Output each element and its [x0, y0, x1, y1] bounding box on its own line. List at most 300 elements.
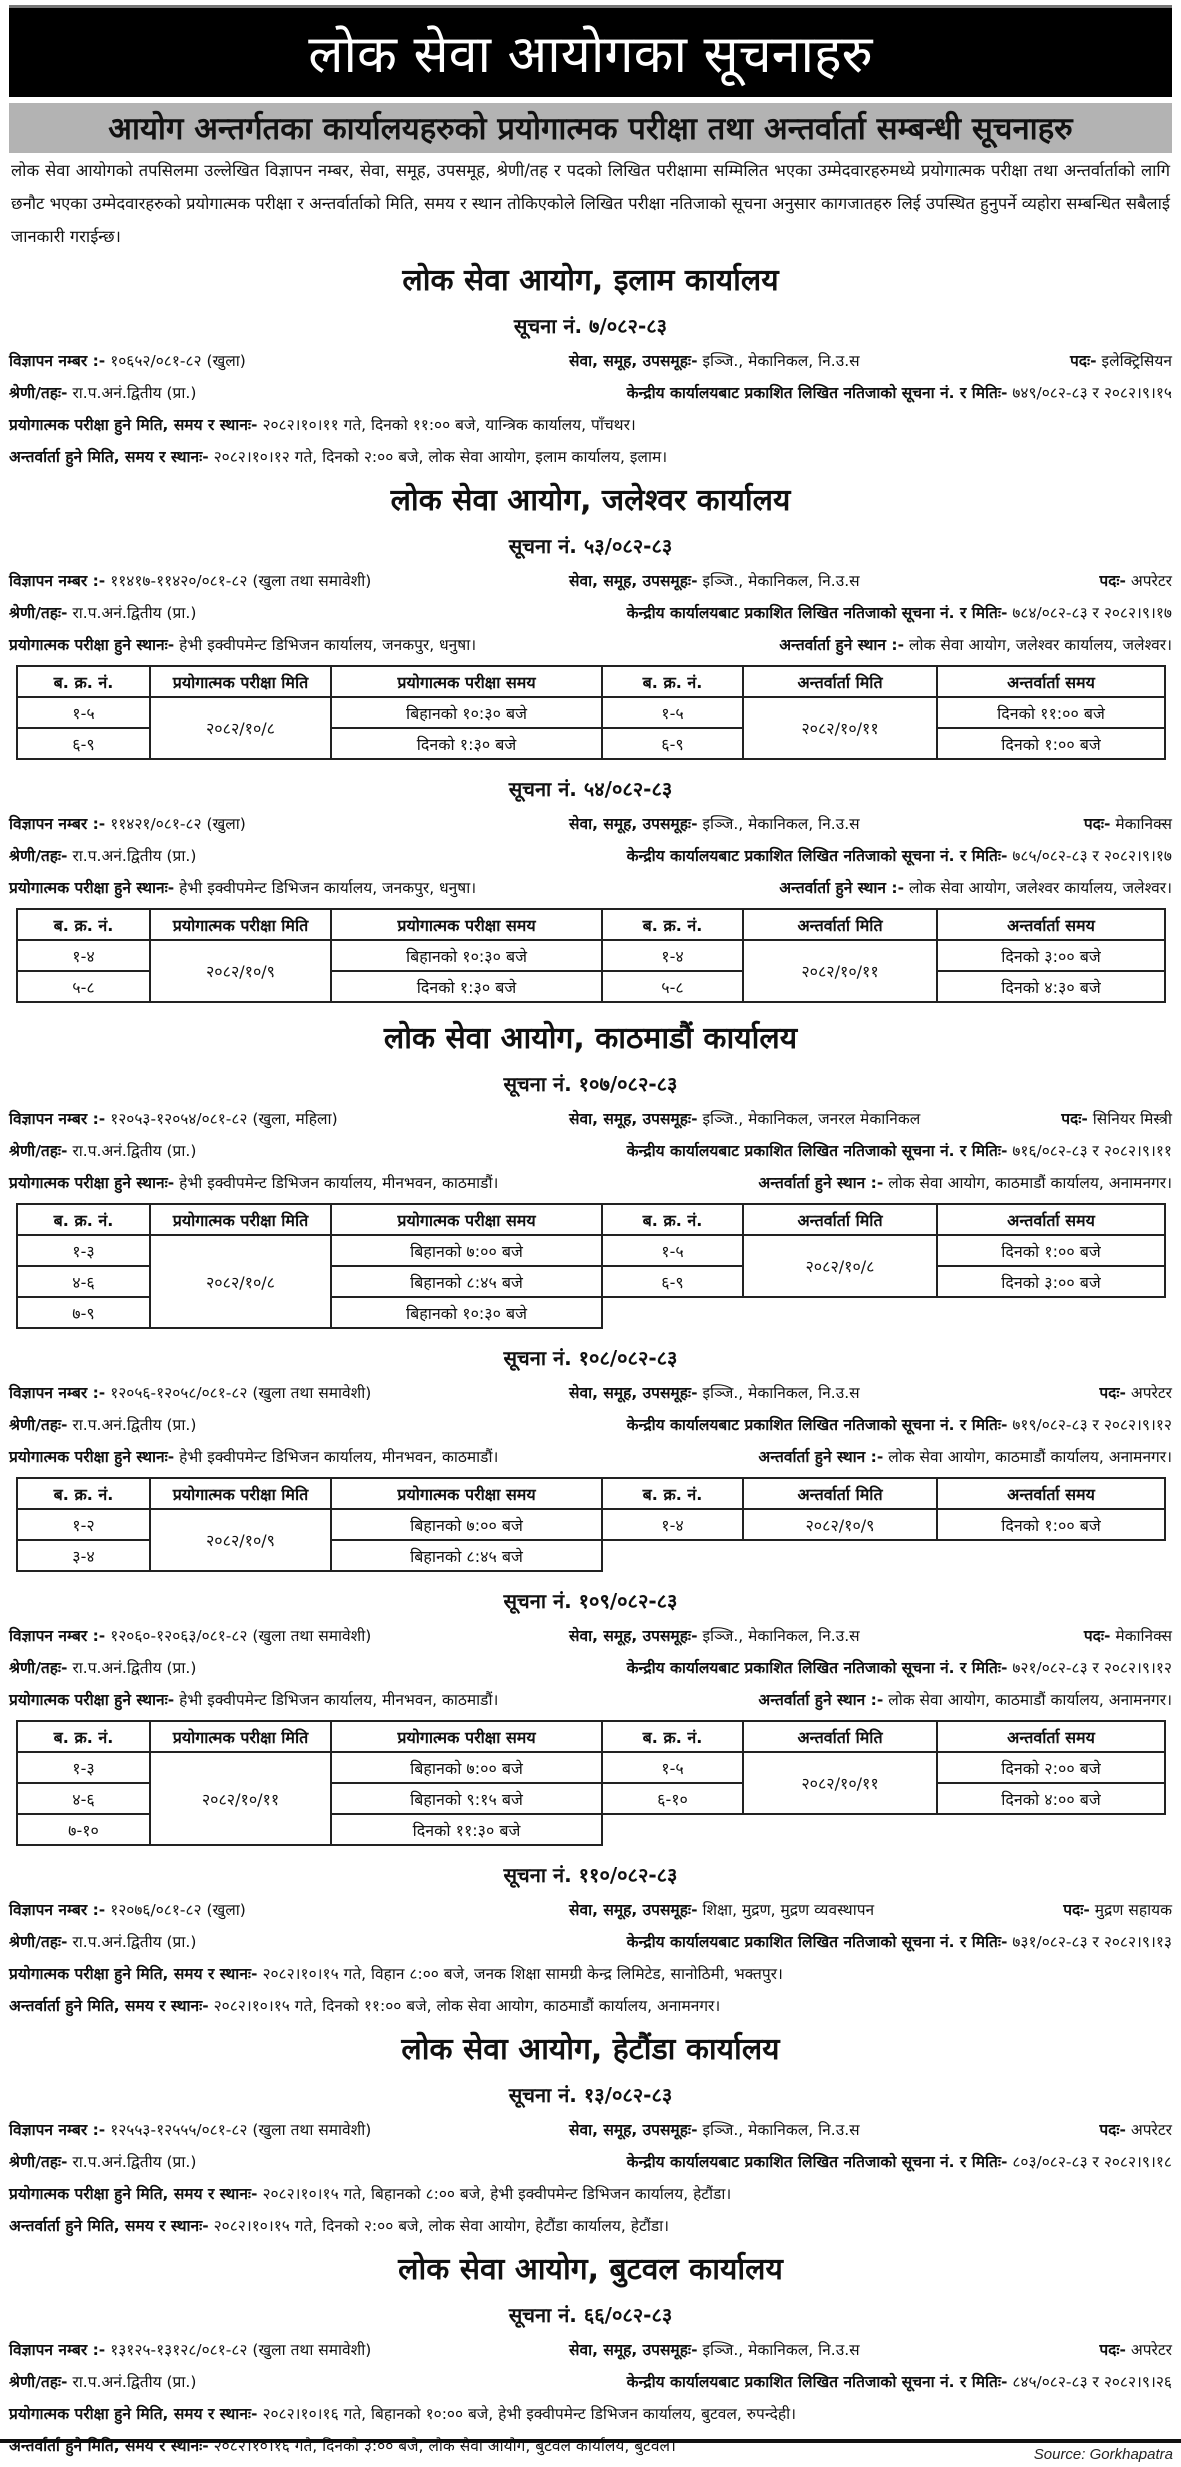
advertisement-line [9, 1103, 1172, 1135]
practical-exam [9, 2178, 731, 2210]
grade-level [9, 1135, 627, 1167]
empty-cell [937, 1540, 1165, 1571]
table-header-row [17, 1721, 1165, 1752]
notice-block [9, 768, 1172, 1003]
grade-level [9, 840, 627, 872]
source-credit: Source: Gorkhapatra [1033, 2446, 1173, 2463]
interview-venue-value: लोक सेवा आयोग, काठमाडौं कार्यालय, अनामनगर। [888, 1691, 1172, 1709]
post-label: पदः- [1099, 572, 1126, 590]
grade-line [9, 1135, 1172, 1167]
service-group-value: इञ्जि., मेकानिकल, नि.उ.स [702, 1384, 860, 1402]
advertisement-number-value: १३१२५-१३१२८/०८१-८२ (खुला तथा समावेशी) [110, 2341, 372, 2359]
venue-line [9, 1167, 1172, 1199]
interview-venue [758, 1167, 1172, 1199]
advertisement-number-label: विज्ञापन नम्बर :- [9, 815, 106, 833]
post-value: अपरेटर [1130, 2341, 1172, 2359]
post [1084, 808, 1172, 840]
post [1084, 1620, 1172, 1652]
grade-level-value: रा.प.अनं.द्वितीय (प्रा.) [72, 384, 197, 402]
notice-number: सूचना नं. ६६/०८२-८३ [508, 2303, 673, 2327]
service-group [569, 808, 1084, 840]
service-group-label: सेवा, समूह, उपसमूहः- [569, 1901, 698, 1919]
grade-level [9, 377, 627, 409]
service-group-label: सेवा, समूह, उपसमूहः- [569, 2341, 698, 2359]
interview-venue [758, 1441, 1172, 1473]
interview-venue-label: अन्तर्वार्ता हुने स्थान :- [779, 636, 905, 654]
grade-level-label: श्रेणी/तहः- [9, 1659, 68, 1677]
practical-exam-line [9, 1958, 1172, 1990]
practical-exam-label: प्रयोगात्मक परीक्षा हुने मिति, समय र स्थानः- [9, 2185, 258, 2203]
result-notice-value: ८०३/०८२-८३ र २०८२।९।१८ [1012, 2153, 1172, 2171]
practical-exam-value: २०८२।१०।१५ गते, विहान ८:०० बजे, जनक शिक्षा सामग्री केन्द्र लिमिटेड, सानोठिमी, भक्तपुर। [262, 1965, 783, 1983]
advertisement-number-value: १०६५२/०८१-८२ (खुला) [110, 352, 246, 370]
service-group-label: सेवा, समूह, उपसमूहः- [569, 1627, 698, 1645]
interview-roll-range: ६-१० [602, 1783, 743, 1814]
service-group [569, 1620, 1084, 1652]
post [1061, 1103, 1172, 1135]
practical-venue [9, 1441, 758, 1473]
page-subtitle: आयोग अन्तर्गतका कार्यालयहरुको प्रयोगात्मक परीक्षा तथा अन्तर्वार्ता सम्बन्धी सूचनाहरु [9, 103, 1172, 153]
grade-level-value: रा.प.अनं.द्वितीय (प्रा.) [72, 2373, 197, 2391]
service-group [569, 1377, 1099, 1409]
grade-level [9, 2146, 627, 2178]
grade-line [9, 2146, 1172, 2178]
table-header-cell: अन्तर्वार्ता समय [937, 1478, 1165, 1509]
notice-block [9, 2074, 1172, 2242]
service-group-value: इञ्जि., मेकानिकल, नि.उ.स [702, 815, 860, 833]
grade-level [9, 2366, 627, 2398]
notice-block [9, 1063, 1172, 1329]
grade-level-value: रा.प.अनं.द्वितीय (प्रा.) [72, 1659, 197, 1677]
interview-venue [758, 1684, 1172, 1716]
intro-paragraph: लोक सेवा आयोगको तपसिलमा उल्लेखित विज्ञापन नम्बर, सेवा, समूह, उपसमूह, श्रेणी/तह र पदको लिखित परीक्षामा सम्मिलित भएका उम्मेदवारहरुमध्ये प्रयोगात्मक परीक्षा तथा अन्तर्वार्ताको लागि छनौट भएका उम्मेदवारहरुको प्रयोगात्मक परीक्षा र अन्तर्वार्ताको मिति, समय र स्थान तोकिएकोले लिखित परीक्षा नतिजाको सूचना अनुसार कागजातहरु लिई उपस्थित हुनुपर्ने व्यहोरा सम्बन्धित सबैलाई जानकारी गराईन्छ। [11, 161, 1170, 246]
result-notice-value: ७३१/०८२-८३ र २०८२।९।१३ [1012, 1933, 1172, 1951]
advertisement-number-value: १२०७६/०८१-८२ (खुला) [110, 1901, 246, 1919]
venue-line [9, 629, 1172, 661]
office-heading: लोक सेवा आयोग, हेटौंडा कार्यालय [401, 2032, 780, 2067]
interview-roll-range: १-५ [602, 1235, 743, 1266]
result-notice-label: केन्द्रीय कार्यालयबाट प्रकाशित लिखित नतिजाको सूचना नं. र मितिः- [626, 2153, 1008, 2171]
table-row [17, 697, 1165, 728]
table-header-cell: ब. क्र. नं. [602, 666, 743, 697]
grade-level-value: रा.प.अनं.द्वितीय (प्रा.) [72, 2153, 197, 2171]
practical-date: २०८२/१०/९ [150, 1509, 331, 1571]
notice-block [9, 525, 1172, 760]
practical-time: बिहानको ९:१५ बजे [331, 1783, 602, 1814]
practical-time: बिहानको १०:३० बजे [331, 1297, 602, 1328]
interview-time: दिनको १:०० बजे [937, 728, 1165, 759]
interview-venue-value: लोक सेवा आयोग, काठमाडौं कार्यालय, अनामनगर। [888, 1448, 1172, 1466]
grade-level-value: रा.प.अनं.द्वितीय (प्रा.) [72, 1142, 197, 1160]
interview [9, 2430, 676, 2462]
practical-venue [9, 1684, 758, 1716]
interview-label: अन्तर्वार्ता हुने मिति, समय र स्थानः- [9, 2437, 209, 2455]
post [1099, 2334, 1172, 2366]
result-notice [627, 1409, 1172, 1441]
grade-level-label: श्रेणी/तहः- [9, 604, 68, 622]
table-header-cell: ब. क्र. नं. [17, 1478, 150, 1509]
advertisement-number-label: विज्ञापन नम्बर :- [9, 1627, 106, 1645]
practical-roll-range: ७-९ [17, 1297, 150, 1328]
advertisement-line [9, 565, 1172, 597]
practical-time: बिहानको ७:०० बजे [331, 1752, 602, 1783]
table-header-cell: ब. क्र. नं. [17, 1721, 150, 1752]
advertisement-line [9, 1894, 1172, 1926]
table-header-cell: ब. क्र. नं. [602, 1478, 743, 1509]
practical-venue [9, 872, 779, 904]
advertisement-number-label: विज्ञापन नम्बर :- [9, 2121, 106, 2139]
table-header-cell: अन्तर्वार्ता समय [937, 1204, 1165, 1235]
table-row [17, 1752, 1165, 1783]
interview-date: २०८२/१०/११ [743, 1752, 937, 1814]
interview-roll-range: १-४ [602, 940, 743, 971]
interview-time: दिनको २:०० बजे [937, 1752, 1165, 1783]
result-notice [627, 597, 1172, 629]
interview-venue [779, 872, 1172, 904]
interview-roll-range: १-५ [602, 1752, 743, 1783]
grade-line [9, 1652, 1172, 1684]
grade-level-value: रा.प.अनं.द्वितीय (प्रा.) [72, 1933, 197, 1951]
office-heading: लोक सेवा आयोग, काठमाडौं कार्यालय [383, 1021, 798, 1056]
interview-venue-label: अन्तर्वार्ता हुने स्थान :- [758, 1174, 884, 1192]
advertisement-number-value: १२०५६-१२०५८/०८१-८२ (खुला तथा समावेशी) [110, 1384, 372, 1402]
practical-date: २०८२/१०/८ [150, 697, 331, 759]
practical-date: २०८२/१०/९ [150, 940, 331, 1002]
practical-exam-label: प्रयोगात्मक परीक्षा हुने मिति, समय र स्थानः- [9, 416, 258, 434]
practical-date: २०८२/१०/८ [150, 1235, 331, 1328]
table-header-cell: ब. क्र. नं. [17, 1204, 150, 1235]
practical-time: बिहानको ७:०० बजे [331, 1235, 602, 1266]
advertisement-number-value: १२०६०-१२०६३/०८१-८२ (खुला तथा समावेशी) [110, 1627, 372, 1645]
interview-roll-range: ५-८ [602, 971, 743, 1002]
advertisement-line [9, 808, 1172, 840]
grade-level [9, 1926, 627, 1958]
advertisement-line [9, 1377, 1172, 1409]
advertisement-number-label: विज्ञापन नम्बर :- [9, 1901, 106, 1919]
practical-exam-line [9, 409, 1172, 441]
post-value: इलेक्ट्रिसियन [1101, 352, 1172, 370]
grade-line [9, 2366, 1172, 2398]
service-group-label: सेवा, समूह, उपसमूहः- [569, 352, 698, 370]
service-group-value: इञ्जि., मेकानिकल, नि.उ.स [702, 572, 860, 590]
empty-cell [602, 1540, 743, 1571]
advertisement-number-label: विज्ञापन नम्बर :- [9, 1110, 106, 1128]
post-label: पदः- [1063, 1901, 1090, 1919]
post-label: पदः- [1083, 815, 1111, 833]
interview-value: २०८२।१०।१५ गते, दिनको २:०० बजे, लोक सेवा आयोग, हेटौंडा कार्यालय, हेटौंडा। [213, 2217, 670, 2235]
service-group-label: सेवा, समूह, उपसमूहः- [569, 1384, 698, 1402]
result-notice-value: ७१६/०८२-८३ र २०८२।९।११ [1012, 1142, 1172, 1160]
grade-line [9, 597, 1172, 629]
table-header-cell: प्रयोगात्मक परीक्षा समय [331, 909, 602, 940]
table-header-cell: अन्तर्वार्ता मिति [743, 666, 937, 697]
result-notice-label: केन्द्रीय कार्यालयबाट प्रकाशित लिखित नतिजाको सूचना नं. र मितिः- [626, 847, 1008, 865]
table-header-cell: अन्तर्वार्ता मिति [743, 1204, 937, 1235]
table-row [17, 940, 1165, 971]
empty-cell [937, 1814, 1165, 1845]
post-value: मेकानिक्स [1115, 815, 1172, 833]
practical-time: बिहानको ८:४५ बजे [331, 1540, 602, 1571]
interview-roll-range: ६-९ [602, 1266, 743, 1297]
table-header-cell: अन्तर्वार्ता मिति [743, 1478, 937, 1509]
empty-cell [602, 1814, 743, 1845]
interview-label: अन्तर्वार्ता हुने मिति, समय र स्थानः- [9, 1997, 209, 2015]
post-label: पदः- [1099, 1384, 1126, 1402]
empty-cell [743, 1540, 937, 1571]
interview-time: दिनको ३:०० बजे [937, 1266, 1165, 1297]
service-group [569, 1103, 1061, 1135]
interview-time: दिनको ११:०० बजे [937, 697, 1165, 728]
interview-roll-range: १-५ [602, 697, 743, 728]
practical-venue-value: हेभी इक्वीपमेन्ट डिभिजन कार्यालय, मीनभवन, काठमाडौं। [179, 1448, 499, 1466]
advertisement-number-label: विज्ञापन नम्बर :- [9, 2341, 106, 2359]
interview-time: दिनको १:०० बजे [937, 1509, 1165, 1540]
interview-value: २०८२।१०।१६ गते, दिनको ३:०० बजे, लोक सेवा आयोग, बुटवल कार्यालय, बुटवल। [213, 2437, 676, 2455]
interview-date: २०८२/१०/११ [743, 697, 937, 759]
interview [9, 1990, 720, 2022]
service-group-value: इञ्जि., मेकानिकल, नि.उ.स [702, 2121, 860, 2139]
service-group-label: सेवा, समूह, उपसमूहः- [569, 572, 698, 590]
interview-label: अन्तर्वार्ता हुने मिति, समय र स्थानः- [9, 448, 209, 466]
post [1070, 345, 1172, 377]
result-notice-value: ७४९/०८२-८३ र २०८२।९।१५ [1012, 384, 1172, 402]
advertisement-number-value: १२०५३-१२०५४/०८१-८२ (खुला, महिला) [110, 1110, 338, 1128]
table-header-cell: प्रयोगात्मक परीक्षा मिति [150, 666, 331, 697]
table-header-row [17, 909, 1165, 940]
office-list [9, 253, 1172, 2462]
grade-level [9, 1409, 627, 1441]
office-section [9, 2242, 1172, 2462]
post-value: सिनियर मिस्त्री [1092, 1110, 1172, 1128]
practical-exam [9, 2398, 796, 2430]
post [1099, 565, 1172, 597]
practical-roll-range: ३-४ [17, 1540, 150, 1571]
table-row [17, 1235, 1165, 1266]
schedule-table [16, 665, 1166, 760]
grade-level [9, 1652, 627, 1684]
service-group [569, 1894, 1063, 1926]
table-header-cell: अन्तर्वार्ता समय [937, 909, 1165, 940]
practical-exam [9, 409, 636, 441]
practical-time: बिहानको १०:३० बजे [331, 697, 602, 728]
grade-line [9, 377, 1172, 409]
practical-venue-label: प्रयोगात्मक परीक्षा हुने स्थानः- [9, 1691, 175, 1709]
practical-venue [9, 629, 779, 661]
table-header-cell: प्रयोगात्मक परीक्षा समय [331, 1721, 602, 1752]
table-header-cell: अन्तर्वार्ता समय [937, 666, 1165, 697]
post-value: मेकानिक्स [1115, 1627, 1172, 1645]
grade-level-label: श्रेणी/तहः- [9, 384, 68, 402]
result-notice-label: केन्द्रीय कार्यालयबाट प्रकाशित लिखित नतिजाको सूचना नं. र मितिः- [626, 1416, 1008, 1434]
practical-time: बिहानको ८:४५ बजे [331, 1266, 602, 1297]
notice-block [9, 305, 1172, 473]
service-group-value: इञ्जि., मेकानिकल, नि.उ.स [702, 352, 860, 370]
advertisement-number-label: विज्ञापन नम्बर :- [9, 572, 106, 590]
table-header-cell: प्रयोगात्मक परीक्षा मिति [150, 1478, 331, 1509]
advertisement-number [9, 2334, 569, 2366]
interview [9, 441, 667, 473]
office-section [9, 2022, 1172, 2242]
venue-line [9, 872, 1172, 904]
result-notice [627, 840, 1172, 872]
service-group-label: सेवा, समूह, उपसमूहः- [569, 1110, 698, 1128]
interview-time: दिनको ३:०० बजे [937, 940, 1165, 971]
result-notice [627, 2146, 1172, 2178]
table-header-cell: ब. क्र. नं. [602, 1204, 743, 1235]
advertisement-number [9, 1103, 569, 1135]
practical-venue-label: प्रयोगात्मक परीक्षा हुने स्थानः- [9, 1174, 175, 1192]
post-label: पदः- [1099, 2121, 1126, 2139]
practical-venue-label: प्रयोगात्मक परीक्षा हुने स्थानः- [9, 879, 175, 897]
service-group [569, 345, 1070, 377]
page-title: लोक सेवा आयोगका सूचनाहरु [9, 5, 1172, 97]
interview [9, 2210, 669, 2242]
table-header-row [17, 1478, 1165, 1509]
grade-level-label: श्रेणी/तहः- [9, 1416, 68, 1434]
practical-roll-range: १-५ [17, 697, 150, 728]
interview-date: २०८२/१०/८ [743, 1235, 937, 1297]
post-value: अपरेटर [1130, 572, 1172, 590]
schedule-table [16, 1477, 1166, 1572]
practical-exam-value: २०८२।१०।१५ गते, बिहानको ८:०० बजे, हेभी इक्वीपमेन्ट डिभिजन कार्यालय, हेटौंडा। [262, 2185, 732, 2203]
service-group-value: इञ्जि., मेकानिकल, नि.उ.स [702, 1627, 860, 1645]
venue-line [9, 1684, 1172, 1716]
practical-venue-value: हेभी इक्वीपमेन्ट डिभिजन कार्यालय, मीनभवन, काठमाडौं। [179, 1174, 499, 1192]
table-header-cell: ब. क्र. नं. [17, 909, 150, 940]
bottom-divider [0, 2439, 1181, 2443]
practical-roll-range: १-३ [17, 1235, 150, 1266]
result-notice [627, 377, 1172, 409]
interview-venue-label: अन्तर्वार्ता हुने स्थान :- [758, 1691, 884, 1709]
practical-exam-label: प्रयोगात्मक परीक्षा हुने मिति, समय र स्थानः- [9, 1965, 258, 1983]
post-value: अपरेटर [1130, 2121, 1172, 2139]
service-group [569, 2334, 1099, 2366]
post-label: पदः- [1083, 1627, 1111, 1645]
table-header-cell: प्रयोगात्मक परीक्षा मिति [150, 1721, 331, 1752]
interview-venue-label: अन्तर्वार्ता हुने स्थान :- [758, 1448, 884, 1466]
practical-venue-label: प्रयोगात्मक परीक्षा हुने स्थानः- [9, 1448, 175, 1466]
advertisement-number [9, 1620, 569, 1652]
interview-time: दिनको ४:३० बजे [937, 971, 1165, 1002]
office-section [9, 253, 1172, 473]
practical-time: बिहानको ७:०० बजे [331, 1509, 602, 1540]
interview-venue-value: लोक सेवा आयोग, काठमाडौं कार्यालय, अनामनगर। [888, 1174, 1172, 1192]
grade-level-label: श्रेणी/तहः- [9, 1933, 68, 1951]
result-notice-value: ७२१/०८२-८३ र २०८२।९।१२ [1012, 1659, 1172, 1677]
practical-date: २०८२/१०/११ [150, 1752, 331, 1845]
advertisement-line [9, 1620, 1172, 1652]
practical-exam-line [9, 2178, 1172, 2210]
interview-line [9, 2430, 1172, 2462]
notice-block [9, 2294, 1172, 2462]
practical-exam-value: २०८२।१०।११ गते, दिनको ११:०० बजे, यान्त्रिक कार्यालय, पाँचथर। [262, 416, 636, 434]
grade-level-value: रा.प.अनं.द्वितीय (प्रा.) [72, 1416, 197, 1434]
practical-roll-range: ७-१० [17, 1814, 150, 1845]
interview-venue [779, 629, 1172, 661]
table-header-cell: प्रयोगात्मक परीक्षा समय [331, 666, 602, 697]
grade-level-value: रा.प.अनं.द्वितीय (प्रा.) [72, 847, 197, 865]
grade-line [9, 1409, 1172, 1441]
table-header-cell: प्रयोगात्मक परीक्षा समय [331, 1478, 602, 1509]
office-heading: लोक सेवा आयोग, इलाम कार्यालय [402, 263, 779, 298]
advertisement-number [9, 565, 569, 597]
practical-venue [9, 1167, 758, 1199]
post [1063, 1894, 1172, 1926]
advertisement-number [9, 2114, 569, 2146]
office-heading: लोक सेवा आयोग, जलेश्वर कार्यालय [390, 483, 791, 518]
advertisement-number-value: ११४२१/०८१-८२ (खुला) [110, 815, 246, 833]
advertisement-number [9, 345, 569, 377]
post [1099, 1377, 1172, 1409]
notice-number: सूचना नं. १०७/०८२-८३ [503, 1072, 678, 1096]
interview-venue-value: लोक सेवा आयोग, जलेश्वर कार्यालय, जलेश्वर। [908, 879, 1172, 897]
venue-line [9, 1441, 1172, 1473]
interview-time: दिनको १:०० बजे [937, 1235, 1165, 1266]
post-label: पदः- [1099, 2341, 1126, 2359]
notice-number: सूचना नं. ५४/०८२-८३ [508, 777, 673, 801]
practical-roll-range: ४-६ [17, 1266, 150, 1297]
practical-time: दिनको ११:३० बजे [331, 1814, 602, 1845]
empty-cell [743, 1814, 937, 1845]
service-group [569, 565, 1099, 597]
result-notice [627, 1926, 1172, 1958]
service-group-value: शिक्षा, मुद्रण, मुद्रण व्यवस्थापन [702, 1901, 875, 1919]
interview-line [9, 2210, 1172, 2242]
interview-venue-label: अन्तर्वार्ता हुने स्थान :- [779, 879, 905, 897]
interview-line [9, 441, 1172, 473]
service-group-label: सेवा, समूह, उपसमूहः- [569, 815, 698, 833]
notice-number: सूचना नं. १३/०८२-८३ [508, 2083, 673, 2107]
advertisement-number-value: १२५५३-१२५५५/०८१-८२ (खुला तथा समावेशी) [110, 2121, 372, 2139]
office-section [9, 473, 1172, 1003]
table-header-cell: अन्तर्वार्ता समय [937, 1721, 1165, 1752]
practical-exam [9, 1958, 783, 1990]
empty-cell [937, 1297, 1165, 1328]
post-value: मुद्रण सहायक [1094, 1901, 1172, 1919]
advertisement-line [9, 2114, 1172, 2146]
schedule-table [16, 908, 1166, 1003]
advertisement-line [9, 2334, 1172, 2366]
result-notice-label: केन्द्रीय कार्यालयबाट प्रकाशित लिखित नतिजाको सूचना नं. र मितिः- [626, 1142, 1008, 1160]
practical-venue-value: हेभी इक्वीपमेन्ट डिभिजन कार्यालय, जनकपुर, धनुषा। [179, 636, 477, 654]
post [1099, 2114, 1172, 2146]
grade-line [9, 840, 1172, 872]
table-header-cell: प्रयोगात्मक परीक्षा समय [331, 1204, 602, 1235]
notice-number: सूचना नं. ११०/०८२-८३ [503, 1863, 678, 1887]
service-group-label: सेवा, समूह, उपसमूहः- [569, 2121, 698, 2139]
advertisement-number-label: विज्ञापन नम्बर :- [9, 1384, 106, 1402]
practical-exam-line [9, 2398, 1172, 2430]
result-notice-value: ७१९/०८२-८३ र २०८२।९।१२ [1012, 1416, 1172, 1434]
notice-block [9, 1337, 1172, 1572]
office-heading: लोक सेवा आयोग, बुटवल कार्यालय [398, 2252, 783, 2287]
result-notice [627, 2366, 1172, 2398]
practical-exam-value: २०८२।१०।१६ गते, बिहानको १०:०० बजे, हेभी इक्वीपमेन्ट डिभिजन कार्यालय, बुटवल, रुपन्देही। [262, 2405, 796, 2423]
table-header-cell: अन्तर्वार्ता मिति [743, 1721, 937, 1752]
notice-block [9, 1580, 1172, 1846]
table-header-cell: प्रयोगात्मक परीक्षा मिति [150, 909, 331, 940]
table-header-row [17, 1204, 1165, 1235]
table-header-row [17, 666, 1165, 697]
result-notice-label: केन्द्रीय कार्यालयबाट प्रकाशित लिखित नतिजाको सूचना नं. र मितिः- [626, 2373, 1008, 2391]
practical-roll-range: ४-६ [17, 1783, 150, 1814]
interview-time: दिनको ४:०० बजे [937, 1783, 1165, 1814]
practical-roll-range: १-४ [17, 940, 150, 971]
advertisement-number [9, 1894, 569, 1926]
interview-line [9, 1990, 1172, 2022]
grade-level [9, 597, 627, 629]
practical-roll-range: ५-८ [17, 971, 150, 1002]
